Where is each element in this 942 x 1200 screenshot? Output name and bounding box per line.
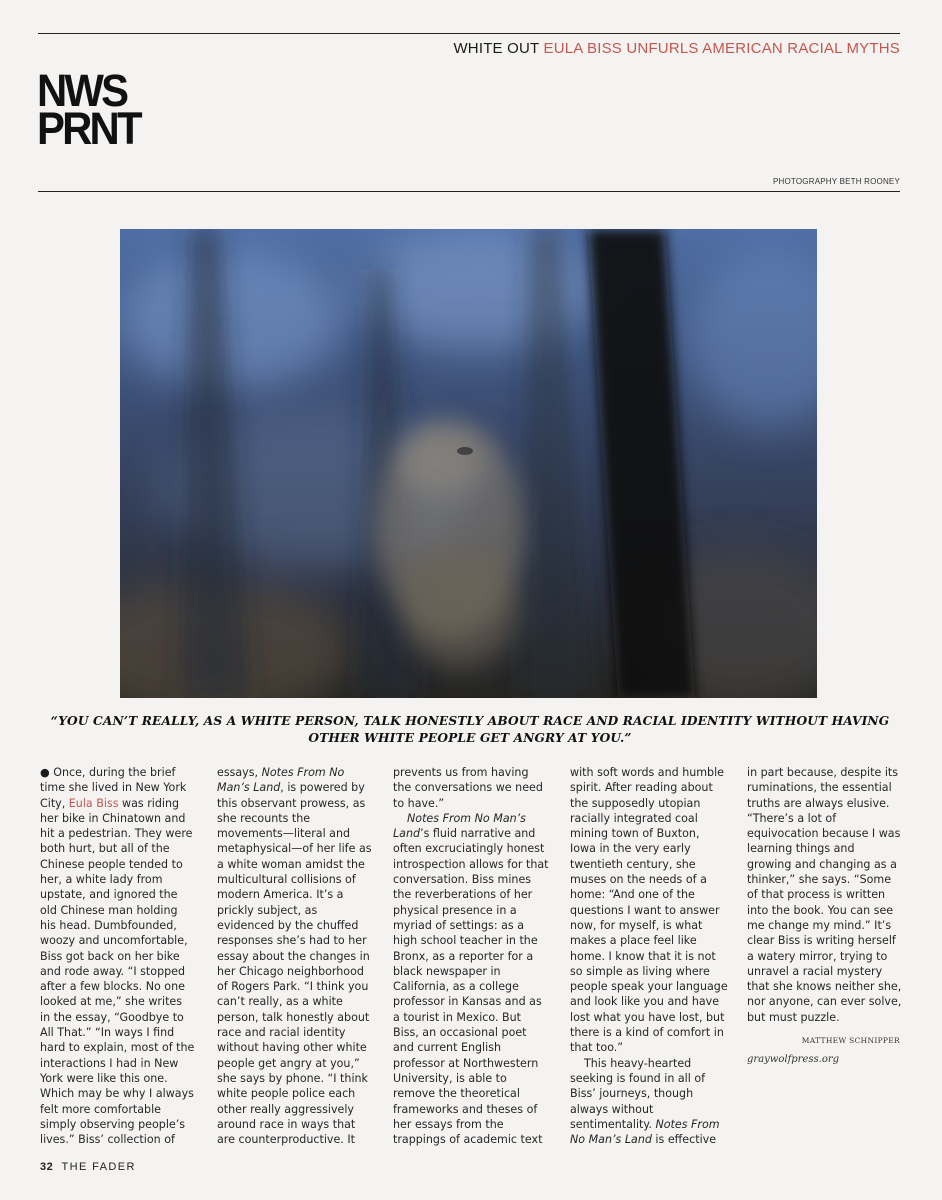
- article-paragraph-1: [217, 765, 373, 1147]
- paragraph-text: with soft words and humble spirit. After reading about the supposedly utopian racially integrated coal mining town of Buxton, Iowa in the very early twentieth century, she muses on the needs of a home: “And one of the questions I want to answer now, for myself, is what makes a place feel like home. I know that it is not so simple as living where people speak your language and look like you and have lost what you have lost, but there is a kind of comfort in that too.”: [570, 766, 728, 1055]
- book-title: Notes From No Man’s Land: [217, 766, 345, 795]
- headline-subtitle: EULA BISS UNFURLS AMERICAN RACIAL MYTHS: [543, 40, 900, 57]
- section-rule: [38, 191, 900, 192]
- book-title: Notes From No Man’s Land: [570, 1117, 720, 1147]
- paragraph-text: ’s fluid narrative and often excruciatingly honest introspection allows for that conversation. Biss mines the reverberations of her physical presence in a myriad of settings: as a high school teacher in the Bronx, as a reporter for a black newspaper in California, as a college professor in Kansas and as a tourist in Mexico. But Biss, an occasional poet and current English professor at Northwestern University, is able to remove the theoretical frameworks and theses of her essays from the trappings of academic text: [393, 827, 549, 1147]
- article-column-2: [217, 765, 373, 1147]
- website-link[interactable]: graywolfpress.org: [747, 1054, 840, 1066]
- page-number: 32: [40, 1161, 54, 1173]
- paragraph-text: essays,: [217, 766, 262, 779]
- article-paragraph-1: [393, 765, 549, 811]
- bullet-icon: ●: [40, 766, 50, 779]
- headline-prefix: WHITE OUT: [453, 40, 540, 57]
- paragraph-text: This heavy-hearted seeking is found in all of Biss’ journeys, though always without sentimentality.: [570, 1056, 706, 1131]
- logo-line-1: NWS: [37, 65, 127, 116]
- article-column-3: [393, 765, 549, 1147]
- paragraph-text: in part because, despite its ruminations, the essential truths are always elusive. “There’s a lot of equivocation because I was learning things and growing and changing as a thinker,” she says. “Some of that process is written into the book. You can see me change my mind.” It’s clear Biss is writing herself a watery mirror, trying to unravel a racial mystery that she knows neither she, nor anyone, can ever solve, but must puzzle.: [747, 766, 902, 1024]
- book-title: Notes From No Man’s Land: [393, 811, 526, 841]
- paragraph-text: was riding her bike in Chinatown and hit a pedestrian. They were both hurt, but all of the Chinese people tended to her, a white lady from upstate, and ignored the old Chinese man holding his head. Dumbfounded, woozy and uncomfortable, Biss got back on her bike and rode away. “I stopped after a few blocks. No one looked at me,” she writes in the essay, “Goodbye to All That.” “In ways I find hard to explain, most of the interactions I had in New York were like this one. Which may be why I always felt more comfortable simply observing people’s lives.” Biss’ collection of: [40, 796, 195, 1147]
- section-logo: [37, 65, 140, 154]
- paragraph-text: , is powered by this observant prowess, as she recounts the movements—literal and metaphysical—of her life as a white woman amidst the multicultural collisions of modern America. It’s a prickly subject, as evidenced by the chuffed responses she’s had to her essay about the changes in her Chicago neighborhood of Rogers Park. “I think you can’t really, as a white person, talk honestly about race and racial identity without having other white people get angry at you,” she says by phone. “I think white people police each other really aggressively around race in ways that are counterproductive. It: [217, 781, 372, 1147]
- logo-line-2: PRNT: [37, 103, 140, 154]
- top-rule: [38, 33, 900, 34]
- article-column-1: [40, 765, 195, 1147]
- byline: MATTHEW SCHNIPPER: [801, 1036, 900, 1046]
- article-paragraph-3: [570, 1056, 728, 1148]
- article-paragraph-2: [393, 811, 549, 1148]
- author-name: Eula Biss: [68, 796, 119, 810]
- article-paragraph-3: [747, 765, 902, 1025]
- publication-name: THE FADER: [61, 1161, 136, 1173]
- portrait-photo: [120, 229, 817, 698]
- article-paragraph-2: [570, 765, 728, 1056]
- headline: [453, 40, 900, 57]
- paragraph-text: is effective: [651, 1133, 717, 1147]
- paragraph-text: Once, during the brief time she lived in New York City,: [40, 766, 187, 810]
- pull-quote: “YOU CAN’T REALLY, AS A WHITE PERSON, TALK HONESTLY ABOUT RACE AND RACIAL IDENTITY WITHOUT HAVING OTHER WHITE PEOPLE GET ANGRY AT YOU.”: [50, 714, 890, 745]
- article-column-4: [570, 765, 728, 1147]
- article-column-5: [747, 765, 902, 1068]
- photo-credit: PHOTOGRAPHY BETH ROONEY: [773, 177, 900, 186]
- page-footer: [40, 1161, 136, 1173]
- paragraph-text: prevents us from having the conversations we need to have.”: [393, 766, 543, 810]
- article-paragraph-1: [40, 765, 195, 1147]
